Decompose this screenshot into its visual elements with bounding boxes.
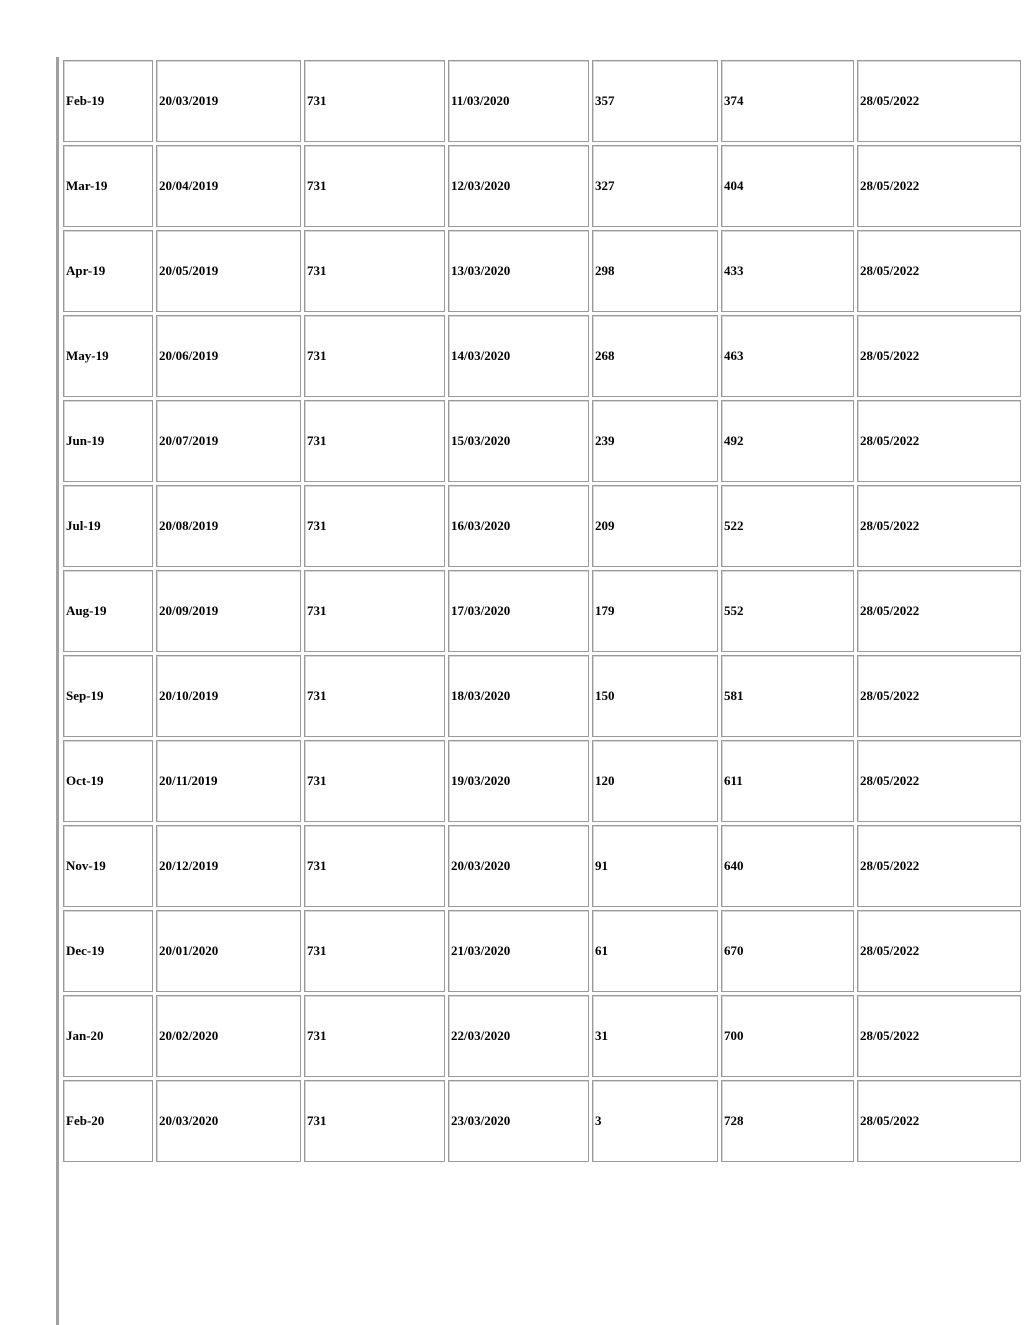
amount-cell: 731 xyxy=(304,60,445,142)
end-date-cell: 28/05/2022 xyxy=(857,995,1021,1077)
days-a-cell: 3 xyxy=(592,1080,718,1162)
days-a-cell: 179 xyxy=(592,570,718,652)
days-a-cell: 150 xyxy=(592,655,718,737)
days-a-cell: 239 xyxy=(592,400,718,482)
amount-cell: 731 xyxy=(304,315,445,397)
amount-cell: 731 xyxy=(304,910,445,992)
end-date-cell: 28/05/2022 xyxy=(857,1080,1021,1162)
amount-cell: 731 xyxy=(304,825,445,907)
end-date-cell: 28/05/2022 xyxy=(857,910,1021,992)
days-a-cell: 268 xyxy=(592,315,718,397)
days-b-cell: 670 xyxy=(721,910,854,992)
month-cell: Dec-19 xyxy=(63,910,153,992)
month-cell: Feb-20 xyxy=(63,1080,153,1162)
days-a-cell: 209 xyxy=(592,485,718,567)
end-date-cell: 28/05/2022 xyxy=(857,570,1021,652)
due-date-cell: 20/12/2019 xyxy=(156,825,301,907)
month-cell: Jul-19 xyxy=(63,485,153,567)
month-cell: Sep-19 xyxy=(63,655,153,737)
amount-cell: 731 xyxy=(304,400,445,482)
paid-date-cell: 16/03/2020 xyxy=(448,485,589,567)
amount-cell: 731 xyxy=(304,655,445,737)
paid-date-cell: 19/03/2020 xyxy=(448,740,589,822)
days-b-cell: 611 xyxy=(721,740,854,822)
table-row xyxy=(63,60,1021,142)
table-row xyxy=(63,145,1021,227)
days-a-cell: 120 xyxy=(592,740,718,822)
month-cell: Jun-19 xyxy=(63,400,153,482)
due-date-cell: 20/10/2019 xyxy=(156,655,301,737)
days-b-cell: 463 xyxy=(721,315,854,397)
due-date-cell: 20/03/2019 xyxy=(156,60,301,142)
due-date-cell: 20/01/2020 xyxy=(156,910,301,992)
paid-date-cell: 17/03/2020 xyxy=(448,570,589,652)
amount-cell: 731 xyxy=(304,1080,445,1162)
end-date-cell: 28/05/2022 xyxy=(857,60,1021,142)
due-date-cell: 20/08/2019 xyxy=(156,485,301,567)
month-cell: Mar-19 xyxy=(63,145,153,227)
amount-cell: 731 xyxy=(304,995,445,1077)
table-body xyxy=(63,60,1021,1162)
days-a-cell: 357 xyxy=(592,60,718,142)
days-b-cell: 640 xyxy=(721,825,854,907)
due-date-cell: 20/09/2019 xyxy=(156,570,301,652)
table-row xyxy=(63,740,1021,822)
paid-date-cell: 21/03/2020 xyxy=(448,910,589,992)
month-cell: Apr-19 xyxy=(63,230,153,312)
month-cell: Oct-19 xyxy=(63,740,153,822)
table-row xyxy=(63,825,1021,907)
days-a-cell: 61 xyxy=(592,910,718,992)
month-cell: Nov-19 xyxy=(63,825,153,907)
days-b-cell: 433 xyxy=(721,230,854,312)
days-b-cell: 374 xyxy=(721,60,854,142)
days-b-cell: 492 xyxy=(721,400,854,482)
table-row xyxy=(63,655,1021,737)
month-cell: Jan-20 xyxy=(63,995,153,1077)
days-b-cell: 552 xyxy=(721,570,854,652)
month-cell: Feb-19 xyxy=(63,60,153,142)
due-date-cell: 20/11/2019 xyxy=(156,740,301,822)
table-row xyxy=(63,485,1021,567)
paid-date-cell: 15/03/2020 xyxy=(448,400,589,482)
table-row xyxy=(63,995,1021,1077)
amount-cell: 731 xyxy=(304,570,445,652)
paid-date-cell: 12/03/2020 xyxy=(448,145,589,227)
end-date-cell: 28/05/2022 xyxy=(857,655,1021,737)
days-a-cell: 91 xyxy=(592,825,718,907)
due-date-cell: 20/06/2019 xyxy=(156,315,301,397)
table-row xyxy=(63,1080,1021,1162)
paid-date-cell: 20/03/2020 xyxy=(448,825,589,907)
days-b-cell: 728 xyxy=(721,1080,854,1162)
table-row xyxy=(63,315,1021,397)
end-date-cell: 28/05/2022 xyxy=(857,740,1021,822)
paid-date-cell: 14/03/2020 xyxy=(448,315,589,397)
amount-cell: 731 xyxy=(304,230,445,312)
table-row xyxy=(63,910,1021,992)
paid-date-cell: 11/03/2020 xyxy=(448,60,589,142)
days-a-cell: 31 xyxy=(592,995,718,1077)
table-row xyxy=(63,570,1021,652)
end-date-cell: 28/05/2022 xyxy=(857,825,1021,907)
amount-cell: 731 xyxy=(304,740,445,822)
days-b-cell: 522 xyxy=(721,485,854,567)
due-date-cell: 20/02/2020 xyxy=(156,995,301,1077)
end-date-cell: 28/05/2022 xyxy=(857,400,1021,482)
end-date-cell: 28/05/2022 xyxy=(857,230,1021,312)
days-a-cell: 298 xyxy=(592,230,718,312)
days-b-cell: 700 xyxy=(721,995,854,1077)
end-date-cell: 28/05/2022 xyxy=(857,315,1021,397)
due-date-cell: 20/04/2019 xyxy=(156,145,301,227)
due-date-cell: 20/03/2020 xyxy=(156,1080,301,1162)
paid-date-cell: 22/03/2020 xyxy=(448,995,589,1077)
amount-cell: 731 xyxy=(304,145,445,227)
table-row xyxy=(63,400,1021,482)
left-border-rule xyxy=(56,57,59,1325)
end-date-cell: 28/05/2022 xyxy=(857,145,1021,227)
due-date-cell: 20/05/2019 xyxy=(156,230,301,312)
table-row xyxy=(63,230,1021,312)
end-date-cell: 28/05/2022 xyxy=(857,485,1021,567)
days-a-cell: 327 xyxy=(592,145,718,227)
month-cell: Aug-19 xyxy=(63,570,153,652)
amount-cell: 731 xyxy=(304,485,445,567)
paid-date-cell: 18/03/2020 xyxy=(448,655,589,737)
paid-date-cell: 23/03/2020 xyxy=(448,1080,589,1162)
days-b-cell: 404 xyxy=(721,145,854,227)
data-table xyxy=(60,57,1024,1165)
due-date-cell: 20/07/2019 xyxy=(156,400,301,482)
days-b-cell: 581 xyxy=(721,655,854,737)
month-cell: May-19 xyxy=(63,315,153,397)
paid-date-cell: 13/03/2020 xyxy=(448,230,589,312)
